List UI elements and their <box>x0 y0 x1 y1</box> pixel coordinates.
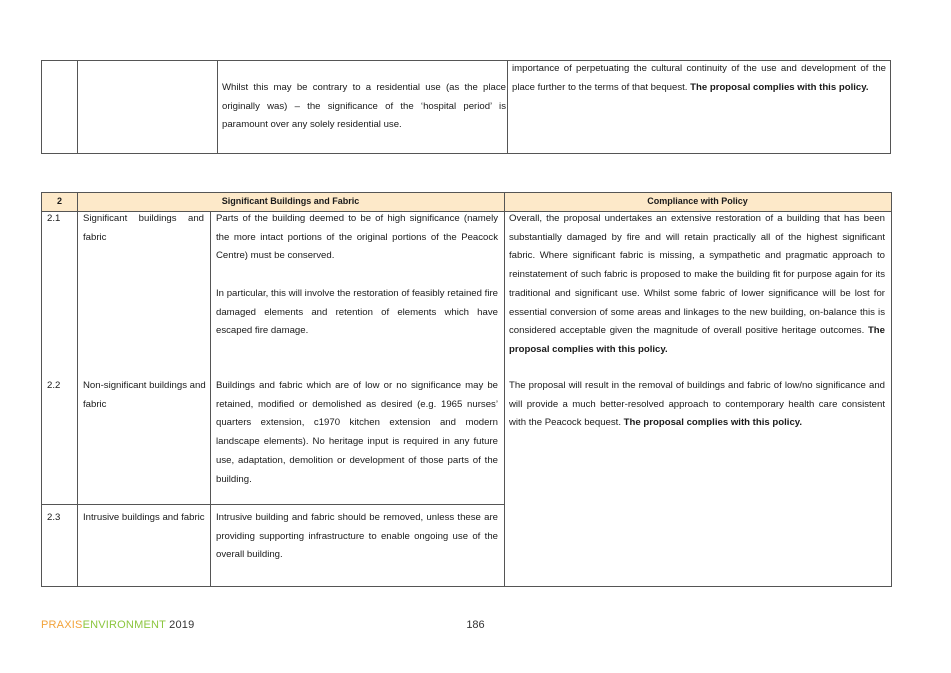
policy-paragraph: In particular, this will involve the restoration of feasibly retained fire damaged elements and retention of elements which have escaped fire damage. <box>216 287 498 337</box>
policy-table <box>41 192 892 587</box>
policy-paragraph: Buildings and fabric which are of low or no significance may be retained, modified or demolished as desired (e.g. 1965 nurses’ quarters extension, c1970 kitchen extension and modern landscape elements). No heritage input is required in any future use, adaptation, demolition or development of those parts of the building. <box>216 380 498 485</box>
row-label: Non-significant buildings and fabric <box>83 380 206 410</box>
compliance-verdict: The proposal complies with this policy. <box>509 325 885 355</box>
continuation-table <box>41 60 891 154</box>
policy-cell <box>222 79 506 135</box>
policy-paragraph: Intrusive building and fabric should be removed, unless these are providing supporting infrastructure to enable ongoing use of the overall building. <box>216 512 498 561</box>
compliance-text: The proposal will result in the removal of buildings and fabric of low/no significance and will provide a much better-resolved approach to contemporary health care consistent with the Peacock bequest. <box>509 380 885 429</box>
row-number: 2.3 <box>47 512 61 523</box>
column-divider <box>210 211 211 586</box>
column-divider <box>77 193 78 586</box>
policy-cell <box>216 210 498 341</box>
column-divider <box>504 193 505 586</box>
footer-year: 2019 <box>169 619 195 631</box>
compliance-cell <box>512 60 886 97</box>
row-number: 2.1 <box>47 213 61 224</box>
header-number: 2 <box>56 196 62 206</box>
column-divider <box>77 61 78 153</box>
row-label: Intrusive buildings and fabric <box>83 512 205 523</box>
column-divider <box>507 61 508 153</box>
brand-environment: ENVIRONMENT <box>82 619 166 631</box>
row-number: 2.2 <box>47 380 61 391</box>
compliance-cell <box>509 210 885 360</box>
compliance-cell <box>509 377 885 433</box>
table-header-row <box>42 193 891 211</box>
column-divider <box>217 61 218 153</box>
row-label: Significant buildings and fabric <box>83 213 204 243</box>
header-title: Significant Buildings and Fabric <box>221 196 360 206</box>
header-compliance: Compliance with Policy <box>647 196 748 206</box>
policy-text: Whilst this may be contrary to a residential use (as the place originally was) – the significance of the ‘hospital period’ is paramount over any solely residential use. <box>222 82 506 131</box>
policy-cell <box>216 377 498 489</box>
page-number: 186 <box>466 619 485 631</box>
compliance-verdict: The proposal complies with this policy. <box>623 417 803 429</box>
brand-praxis: PRAXIS <box>41 619 83 631</box>
policy-paragraph: Parts of the building deemed to be of high significance (namely the more intact portions of the original portions of the Peacock Centre) must be conserved. <box>216 213 498 262</box>
compliance-text: importance of perpetuating the cultural continuity of the use and development of the place further to the terms of that bequest. <box>512 63 886 93</box>
row-divider <box>42 504 504 505</box>
policy-cell <box>216 509 498 565</box>
compliance-text: Overall, the proposal undertakes an extensive restoration of a building that has been substantially damaged by fire and will retain practically all of the highest significant fabric. Where significant fabric is missing, a sympathetic and pragmatic approach to reinstatement of such fabric is proposed to make the building fit for purpose again for its traditional and significant use. Whilst some fabric of lower significance will be lost for essential conversion of some areas and linkages to the new building, on-balance this is considered acceptable given the magnitude of overall positive heritage outcomes. <box>509 213 885 337</box>
compliance-verdict: The proposal complies with this policy. <box>690 81 869 93</box>
